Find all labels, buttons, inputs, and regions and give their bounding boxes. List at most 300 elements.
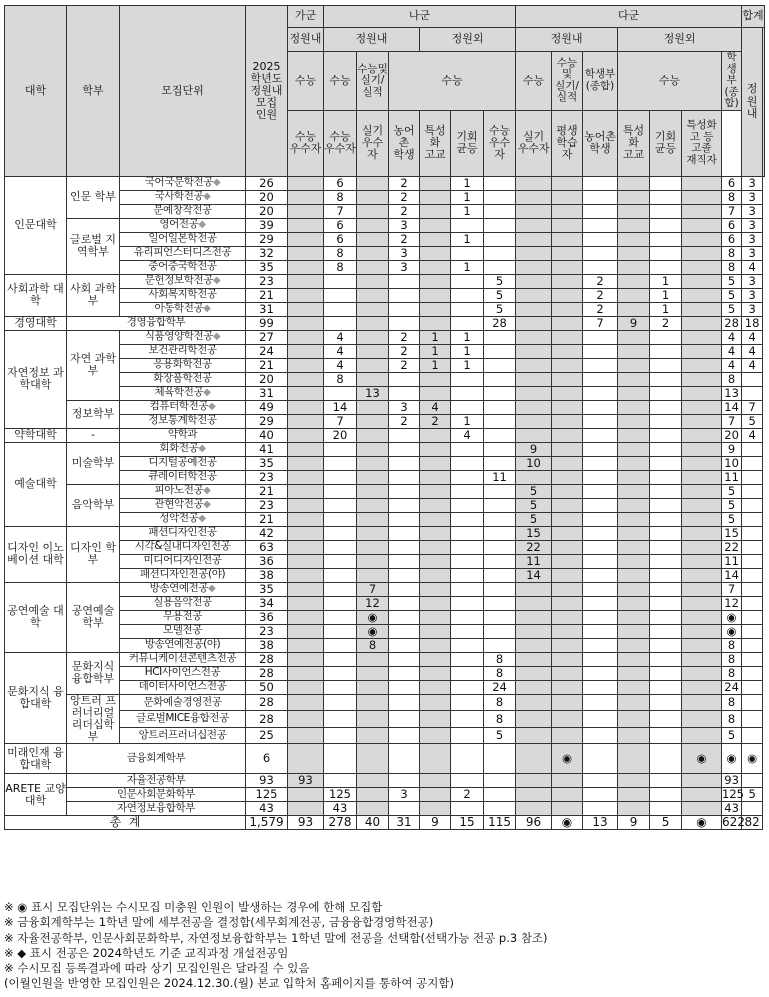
value-cell-nteuk — [420, 624, 451, 638]
value-cell-dsu — [484, 456, 516, 470]
value-cell-nsu — [324, 470, 357, 484]
value-cell-dnong — [583, 344, 618, 358]
value-cell-dpyeong — [552, 204, 583, 218]
value-cell-to — [742, 512, 763, 526]
value-cell-dpyeong — [552, 372, 583, 386]
total-value-ngi: 15 — [451, 816, 484, 830]
unit-label: 응용화학전공 — [153, 358, 212, 371]
unit-cell — [120, 260, 246, 274]
unit-cell — [120, 638, 246, 652]
diamond-icon: ◆ — [203, 387, 211, 399]
value-cell-dnong — [583, 386, 618, 400]
division-cell: - — [67, 428, 120, 442]
unit-label: 모델전공 — [163, 624, 202, 637]
value-cell-dteukjol — [682, 442, 722, 456]
value-cell-nsil — [357, 456, 389, 470]
header-ga-jeongwonnae: 정원내 — [288, 28, 324, 52]
value-cell-dsil: 11 — [516, 554, 552, 568]
value-cell-dteuk — [618, 498, 650, 512]
value-cell-dgi — [650, 344, 682, 358]
table-row — [5, 274, 765, 288]
value-cell-nsil: ◉ — [357, 610, 389, 624]
unit-label: 시각&실내디자인전공 — [134, 540, 231, 553]
value-cell-dpyeong — [552, 802, 583, 816]
value-cell-dsil — [516, 190, 552, 204]
value-cell-dteuk — [618, 610, 650, 624]
value-cell-dteuk — [618, 372, 650, 386]
value-cell-dsil — [516, 288, 552, 302]
value-cell-ngi — [451, 582, 484, 596]
value-cell-nnong: 2 — [389, 176, 420, 190]
unit-label: 피아노전공 — [154, 484, 204, 497]
value-cell-nteuk — [420, 232, 451, 246]
value-cell-ngi — [451, 680, 484, 694]
value-cell-dteukjol — [682, 694, 722, 710]
value-cell-nsu — [324, 512, 357, 526]
value-cell-dnong: 2 — [583, 288, 618, 302]
quota-cell: 36 — [246, 610, 288, 624]
value-cell-nsu: 7 — [324, 414, 357, 428]
value-cell-to — [742, 372, 763, 386]
value-cell-nsil — [357, 372, 389, 386]
value-cell-ngi: 1 — [451, 358, 484, 372]
header-da-oe-suneung: 수능 — [618, 52, 722, 111]
value-cell-nsil — [357, 554, 389, 568]
value-cell-nnong: 2 — [389, 358, 420, 372]
value-cell-gsu — [288, 344, 324, 358]
value-cell-dgi — [650, 372, 682, 386]
division-cell: 사회 과학부 — [67, 274, 120, 316]
value-cell-tn: ◉ — [722, 610, 742, 624]
header-c-na-sil: 실기 우수자 — [357, 110, 389, 176]
value-cell-dpyeong — [552, 498, 583, 512]
value-cell-dteuk: 9 — [618, 316, 650, 330]
unit-label: 체육학전공 — [154, 386, 204, 399]
value-cell-nteuk — [420, 526, 451, 540]
value-cell-dsu — [484, 512, 516, 526]
value-cell-dpyeong — [552, 176, 583, 190]
value-cell-gsu — [288, 190, 324, 204]
value-cell-to: 5 — [742, 414, 763, 428]
value-cell-nteuk — [420, 596, 451, 610]
quota-cell: 20 — [246, 204, 288, 218]
value-cell-nnong: 3 — [389, 788, 420, 802]
value-cell-dgi — [650, 190, 682, 204]
quota-cell: 25 — [246, 727, 288, 743]
value-cell-nsu — [324, 638, 357, 652]
value-cell-tn: 6 — [722, 176, 742, 190]
header-ga: 가군 — [288, 6, 324, 28]
value-cell-dgi — [650, 582, 682, 596]
header-da-suneung: 수능 — [516, 52, 552, 111]
header-c-da-nong: 농어촌 학생 — [583, 110, 618, 176]
table-row — [5, 774, 765, 788]
unit-label: 보건관리학전공 — [148, 344, 217, 357]
value-cell-dteuk — [618, 400, 650, 414]
unit-label: 일어일본학전공 — [148, 232, 217, 245]
value-cell-dteuk — [618, 190, 650, 204]
value-cell-dsu — [484, 344, 516, 358]
unit-cell — [120, 414, 246, 428]
diamond-icon: ◆ — [208, 583, 216, 595]
value-cell-to — [742, 470, 763, 484]
value-cell-dsu — [484, 802, 516, 816]
value-cell-tn: 6 — [722, 232, 742, 246]
unit-cell — [120, 204, 246, 218]
value-cell-nnong — [389, 802, 420, 816]
value-cell-nnong — [389, 372, 420, 386]
value-cell-dsil: 22 — [516, 540, 552, 554]
value-cell-nteuk — [420, 246, 451, 260]
value-cell-dteuk — [618, 802, 650, 816]
value-cell-dsil — [516, 596, 552, 610]
unit-label: 데이터사이언스전공 — [138, 680, 227, 693]
value-cell-dsu — [484, 372, 516, 386]
value-cell-dteuk — [618, 260, 650, 274]
value-cell-dsil: 9 — [516, 442, 552, 456]
value-cell-dteuk — [618, 246, 650, 260]
unit-cell — [120, 386, 246, 400]
value-cell-nsil — [357, 442, 389, 456]
quota-cell: 21 — [246, 288, 288, 302]
college-cell: 경영대학 — [5, 316, 67, 330]
value-cell-dnong — [583, 610, 618, 624]
value-cell-ngi — [451, 372, 484, 386]
quota-cell: 50 — [246, 680, 288, 694]
quota-cell: 38 — [246, 638, 288, 652]
quota-cell: 31 — [246, 386, 288, 400]
total-value-nteuk: 9 — [420, 816, 451, 830]
value-cell-dsil — [516, 330, 552, 344]
unit-label: 중어중국학전공 — [148, 260, 217, 273]
value-cell-nsu: 20 — [324, 428, 357, 442]
value-cell-dgi — [650, 330, 682, 344]
unit-cell — [120, 498, 246, 512]
value-cell-to — [742, 711, 763, 727]
value-cell-nsil — [357, 302, 389, 316]
value-cell-dpyeong — [552, 652, 583, 666]
unit-cell — [120, 372, 246, 386]
value-cell-dpyeong — [552, 680, 583, 694]
value-cell-dteuk — [618, 302, 650, 316]
value-cell-nsu: 4 — [324, 330, 357, 344]
value-cell-dnong — [583, 498, 618, 512]
value-cell-nnong — [389, 554, 420, 568]
unit-cell — [120, 540, 246, 554]
value-cell-to: 4 — [742, 330, 763, 344]
value-cell-dpyeong: ◉ — [552, 744, 583, 774]
value-cell-dteukjol — [682, 428, 722, 442]
diamond-icon: ◆ — [212, 177, 221, 189]
value-cell-dnong — [583, 456, 618, 470]
unit-label: 유리피언스터디즈전공 — [133, 246, 232, 259]
quota-cell: 23 — [246, 498, 288, 512]
value-cell-dpyeong — [552, 774, 583, 788]
value-cell-to: 3 — [742, 190, 763, 204]
value-cell-gsu — [288, 274, 324, 288]
value-cell-nteuk — [420, 610, 451, 624]
value-cell-dnong — [583, 711, 618, 727]
value-cell-to — [742, 638, 763, 652]
quota-cell: 36 — [246, 554, 288, 568]
value-cell-nteuk — [420, 694, 451, 710]
unit-cell — [120, 288, 246, 302]
value-cell-nsil: 8 — [357, 638, 389, 652]
value-cell-dnong — [583, 218, 618, 232]
value-cell-nsil — [357, 344, 389, 358]
value-cell-gsu: 93 — [288, 774, 324, 788]
value-cell-to — [742, 554, 763, 568]
value-cell-nsil — [357, 484, 389, 498]
value-cell-to: 3 — [742, 246, 763, 260]
value-cell-dgi — [650, 666, 682, 680]
diamond-icon: ◆ — [198, 219, 206, 231]
value-cell-dpyeong — [552, 568, 583, 582]
unit-label: 패션디자인전공 — [148, 526, 217, 539]
value-cell-tn: ◉ — [722, 624, 742, 638]
value-cell-nsu: 8 — [324, 246, 357, 260]
header-da-jeongwonoe: 정원외 — [618, 28, 742, 52]
value-cell-nteuk — [420, 302, 451, 316]
unit-label: 패션디자인전공(야) — [139, 568, 226, 581]
value-cell-dteukjol: ◉ — [682, 744, 722, 774]
value-cell-nnong: 2 — [389, 232, 420, 246]
value-cell-tn: 28 — [722, 316, 742, 330]
value-cell-nsil — [357, 802, 389, 816]
value-cell-tn: 8 — [722, 666, 742, 680]
value-cell-dteukjol — [682, 232, 722, 246]
value-cell-nteuk — [420, 540, 451, 554]
value-cell-gsu — [288, 744, 324, 774]
value-cell-nteuk — [420, 666, 451, 680]
note-line: (이월인원을 반영한 모집인원은 2024.12.30.(월) 본교 입학처 홈페이지를 통하여 공지함) — [4, 976, 454, 991]
value-cell-dpyeong — [552, 442, 583, 456]
value-cell-dteukjol — [682, 386, 722, 400]
value-cell-dpyeong — [552, 218, 583, 232]
value-cell-tn: 7 — [722, 204, 742, 218]
value-cell-dsu — [484, 554, 516, 568]
value-cell-ngi: 1 — [451, 344, 484, 358]
header-c-na-gi: 기회 균등 — [451, 110, 484, 176]
value-cell-dnong — [583, 484, 618, 498]
value-cell-dteuk — [618, 554, 650, 568]
value-cell-dsil — [516, 582, 552, 596]
value-cell-nsil — [357, 358, 389, 372]
unit-cell — [120, 526, 246, 540]
total-value-dgi: 5 — [650, 816, 682, 830]
value-cell-dsil — [516, 176, 552, 190]
value-cell-nteuk — [420, 711, 451, 727]
value-cell-dsu — [484, 246, 516, 260]
value-cell-dsu — [484, 204, 516, 218]
value-cell-nteuk: 1 — [420, 330, 451, 344]
value-cell-tn: 10 — [722, 456, 742, 470]
value-cell-dsu: 5 — [484, 727, 516, 743]
value-cell-dteuk — [618, 568, 650, 582]
value-cell-ngi — [451, 442, 484, 456]
value-cell-dteukjol — [682, 680, 722, 694]
value-cell-dsu — [484, 526, 516, 540]
value-cell-dteukjol — [682, 400, 722, 414]
value-cell-dteuk — [618, 428, 650, 442]
unit-label: 실용음악전공 — [153, 596, 212, 609]
value-cell-ngi — [451, 711, 484, 727]
value-cell-dnong — [583, 400, 618, 414]
value-cell-to — [742, 694, 763, 710]
value-cell-dsu: 8 — [484, 711, 516, 727]
value-cell-tn: 125 — [722, 787, 744, 802]
value-cell-dsil — [516, 802, 552, 816]
value-cell-to — [742, 802, 763, 816]
value-cell-nsil — [357, 711, 389, 727]
value-cell-dpyeong — [552, 711, 583, 727]
value-cell-tn: 8 — [722, 638, 742, 652]
unit-label: 관현악전공 — [154, 498, 204, 511]
unit-cell — [120, 456, 246, 470]
value-cell-dpyeong — [552, 428, 583, 442]
value-cell-tn: 11 — [722, 554, 742, 568]
header-c-da-pyeong: 평생 학습자 — [552, 110, 583, 176]
diamond-icon: ◆ — [203, 499, 211, 511]
value-cell-tn: 15 — [722, 526, 742, 540]
value-cell-dteuk — [618, 582, 650, 596]
value-cell-tn: ◉ — [722, 744, 742, 774]
value-cell-dgi — [650, 456, 682, 470]
header-c-da-sil: 실기 우수자 — [516, 110, 552, 176]
value-cell-nsil — [357, 680, 389, 694]
value-cell-gsu — [288, 442, 324, 456]
value-cell-dgi — [650, 802, 682, 816]
value-cell-dteukjol — [682, 526, 722, 540]
value-cell-dteuk — [618, 442, 650, 456]
value-cell-nteuk — [420, 274, 451, 288]
value-cell-nteuk — [420, 288, 451, 302]
quota-cell: 93 — [246, 774, 288, 788]
value-cell-nsu: 7 — [324, 204, 357, 218]
value-cell-dteukjol — [682, 288, 722, 302]
header-c-na-su: 수능 우수자 — [324, 110, 357, 176]
value-cell-dsil — [516, 218, 552, 232]
header-unit: 모집단위 — [120, 6, 246, 177]
value-cell-nnong — [389, 568, 420, 582]
unit-cell — [120, 400, 246, 414]
value-cell-dgi — [650, 246, 682, 260]
value-cell-nnong — [389, 582, 420, 596]
value-cell-nsu — [324, 456, 357, 470]
value-cell-dnong — [583, 442, 618, 456]
unit-label: 영어전공 — [159, 218, 199, 231]
value-cell-ngi — [451, 744, 484, 774]
division-cell: 정보학부 — [67, 400, 120, 428]
unit-label: 방송연예전공 — [149, 582, 209, 595]
unit-cell — [120, 442, 246, 456]
value-cell-nsil — [357, 744, 389, 774]
value-cell-nsu: 8 — [324, 190, 357, 204]
value-cell-nnong: 3 — [389, 260, 420, 274]
value-cell-dgi — [650, 204, 682, 218]
value-cell-gsu — [288, 246, 324, 260]
unit-label: 약학과 — [167, 428, 198, 441]
value-cell-nsil — [357, 274, 389, 288]
value-cell-dsil: 10 — [516, 456, 552, 470]
value-cell-nteuk — [420, 788, 451, 802]
value-cell-dteuk — [618, 344, 650, 358]
value-cell-dpyeong — [552, 512, 583, 526]
value-cell-ngi — [451, 498, 484, 512]
value-cell-tn: 6 — [722, 218, 742, 232]
value-cell-dsil — [516, 358, 552, 372]
diamond-icon: ◆ — [212, 331, 221, 343]
value-cell-nsil — [357, 788, 389, 802]
value-cell-dnong — [583, 414, 618, 428]
value-cell-tn: 14 — [722, 400, 742, 414]
value-cell-to: 5 — [742, 788, 763, 802]
division-cell: 디자인 학부 — [67, 526, 120, 582]
value-cell-nsil — [357, 400, 389, 414]
unit-cell — [120, 484, 246, 498]
quota-cell: 23 — [246, 274, 288, 288]
value-cell-to: 3 — [742, 232, 763, 246]
value-cell-dnong — [583, 428, 618, 442]
table-body — [5, 176, 765, 830]
value-cell-dgi — [650, 711, 682, 727]
value-cell-dteuk — [618, 456, 650, 470]
value-cell-ngi — [451, 218, 484, 232]
value-cell-gsu — [288, 788, 324, 802]
value-cell-nteuk — [420, 512, 451, 526]
value-cell-tn: 20 — [722, 428, 742, 442]
value-cell-ngi — [451, 596, 484, 610]
value-cell-dnong — [583, 774, 618, 788]
value-cell-dteuk — [618, 774, 650, 788]
note-line: ※ ◉ 표시 모집단위는 수시모집 미충원 인원이 발생하는 경우에 한해 모집함 — [4, 900, 383, 914]
table-row — [5, 788, 765, 802]
value-cell-dsil — [516, 260, 552, 274]
value-cell-ngi: 1 — [451, 330, 484, 344]
division-cell: 앙트러 프러너리얼 리더십학부 — [67, 694, 120, 743]
value-cell-dnong — [583, 232, 618, 246]
value-cell-dpyeong — [552, 344, 583, 358]
value-cell-tn: 5 — [722, 274, 742, 288]
value-cell-tn: 9 — [722, 442, 742, 456]
value-cell-dsil — [516, 344, 552, 358]
value-cell-to — [742, 624, 763, 638]
value-cell-gsu — [288, 596, 324, 610]
table-row — [5, 526, 765, 540]
quota-cell: 20 — [246, 190, 288, 204]
value-cell-nsil — [357, 414, 389, 428]
value-cell-dteuk — [618, 330, 650, 344]
quota-cell: 41 — [246, 442, 288, 456]
table-row — [5, 744, 765, 774]
value-cell-nnong — [389, 694, 420, 710]
value-cell-dgi — [650, 512, 682, 526]
unit-cell — [120, 176, 246, 190]
value-cell-dgi — [650, 540, 682, 554]
table-row — [5, 802, 765, 816]
value-cell-dteuk — [618, 638, 650, 652]
unit-label: 정보통계학전공 — [148, 414, 217, 427]
table-row — [5, 218, 765, 232]
value-cell-gsu — [288, 526, 324, 540]
value-cell-nsu — [324, 774, 357, 788]
value-cell-dteuk — [618, 232, 650, 246]
value-cell-dsil — [516, 680, 552, 694]
unit-cell — [120, 330, 246, 344]
value-cell-nteuk — [420, 554, 451, 568]
quota-cell: 29 — [246, 414, 288, 428]
value-cell-dpyeong — [552, 540, 583, 554]
